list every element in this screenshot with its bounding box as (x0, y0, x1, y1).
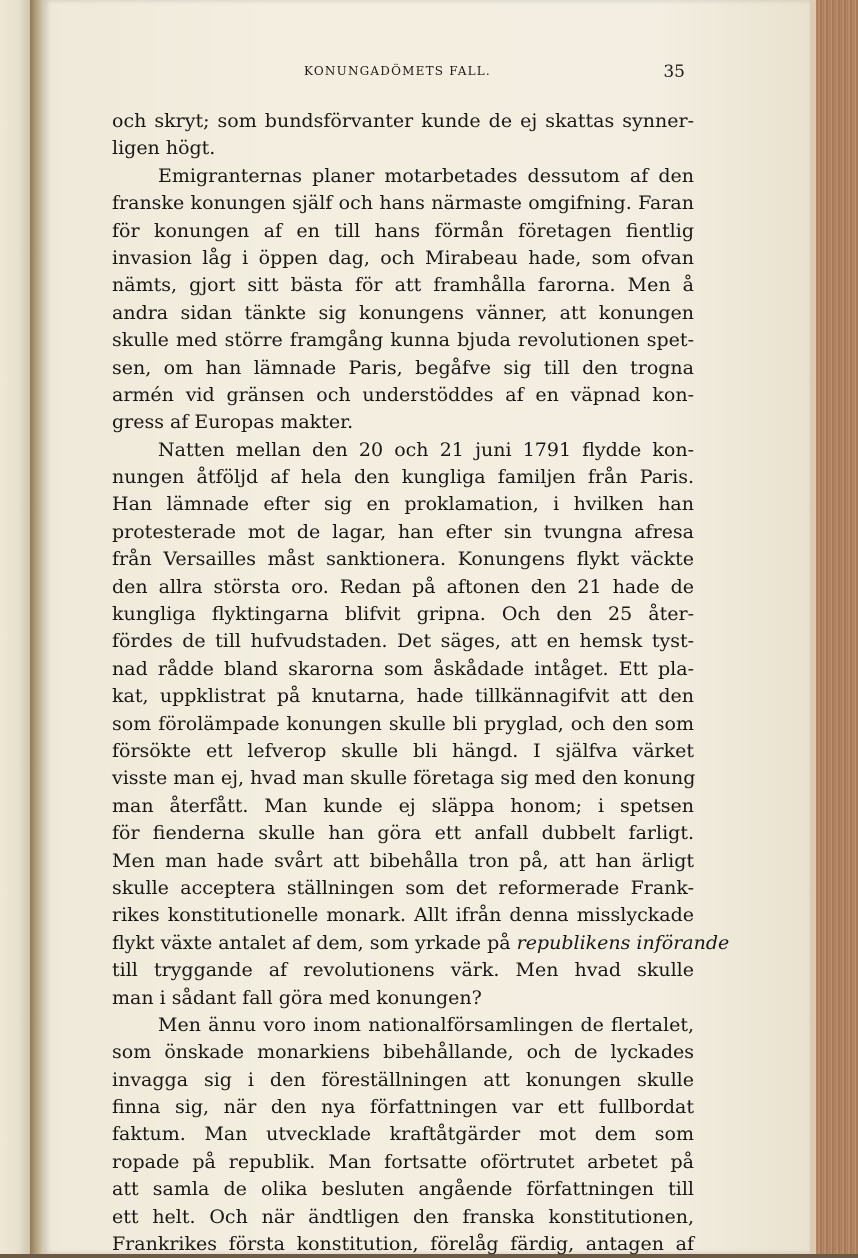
text-line: armén vid gränsen och understöddes af en väpnad kon- (112, 383, 694, 406)
text-line: ligen högt. (112, 137, 216, 160)
text-line: och skryt; som bundsförvanter kunde de ej skattas synner- (112, 110, 694, 132)
text-line: invagga sig i den föreställningen att konungen skulle (112, 1068, 694, 1091)
text-line: faktum. Man utvecklade kraftåtgärder mot dem som (112, 1123, 694, 1146)
text-line: gress af Europas makter. (112, 411, 354, 434)
text-line: för konungen af en till hans förmån företagen fientlig (112, 219, 694, 242)
text-line: Men ännu voro inom nationalförsamlingen de flertalet, (158, 1013, 694, 1036)
text-line: Han lämnade efter sig en proklamation, i hvilken han (112, 493, 694, 516)
text-line: för fienderna skulle han göra ett anfall dubbelt farligt. (112, 822, 694, 845)
text-line: man återfått. Man kunde ej släppa honom; i spetsen (112, 794, 694, 817)
text-line: att samla de olika besluten angående författningen till (112, 1178, 694, 1201)
running-title: KONUNGADÖMETS FALL. (304, 64, 491, 78)
text-line: fördes de till hufvudstaden. Det säges, att en hemsk tyst- (112, 630, 694, 653)
text-line: från Versailles måst sanktionera. Konungens flykt väckte (112, 548, 694, 571)
running-head (110, 64, 685, 86)
text-line: finna sig, när den nya författningen var ett fullbordat (112, 1096, 694, 1119)
text-line: sen, om han lämnade Paris, begåfve sig till den trogna (112, 356, 694, 379)
text-line-with-italic (112, 930, 730, 957)
text-line: som förolämpade konungen skulle bli pryglad, och den som (112, 712, 694, 735)
text-line: nämts, gjort sitt bästa för att framhålla farorna. Men å (112, 274, 694, 297)
italic-text: republikens införande (516, 931, 730, 954)
text-line: Frankrikes första konstitution, förelåg färdig, antagen af (112, 1233, 694, 1256)
text-line: kungliga flyktingarna blifvit gripna. Och den 25 åter- (112, 603, 694, 626)
text-segment: flykt växte antalet af dem, som yrkade på (112, 931, 517, 954)
text-line: skulle med större framgång kunna bjuda revolutionen spet- (112, 329, 694, 352)
text-line: den allra största oro. Redan på aftonen den 21 hade de (112, 575, 694, 598)
text-line: Natten mellan den 20 och 21 juni 1791 flydde kon- (158, 438, 694, 461)
text-line: kat, uppklistrat på knutarna, hade tillkännagifvit att den (112, 685, 694, 708)
text-line: försökte ett lefverop skulle bli hängd. I själfva värket (112, 739, 694, 762)
text-line: skulle acceptera ställningen som det reformerade Frank- (112, 876, 694, 899)
body-text (112, 108, 730, 1258)
page-fore-edge (810, 0, 858, 1254)
text-line: visste man ej, hvad man skulle företaga sig med den konung (112, 767, 696, 790)
text-line: man i sådant fall göra med konungen? (112, 986, 482, 1009)
text-line: nad rådde bland skarorna som åskådade intåget. Ett pla- (112, 657, 694, 680)
text-line: till tryggande af revolutionens värk. Men hvad skulle (112, 959, 694, 982)
text-line: ropade på republik. Man fortsatte oförtrutet arbetet på (112, 1150, 694, 1173)
text-line: som önskade monarkiens bibehållande, och de lyckades (112, 1041, 694, 1064)
text-line: Men man hade svårt att bibehålla tron på, att han ärligt (112, 849, 694, 872)
text-line: andra sidan tänkte sig konungens vänner, att konungen (112, 301, 694, 324)
text-line: franske konungen själf och hans närmaste omgifning. Faran (112, 192, 694, 215)
text-line: ett helt. Och när ändtligen den franska konstitutionen, (112, 1205, 694, 1228)
text-line: rikes konstitutionelle monark. Allt ifrån denna misslyckade (112, 904, 694, 927)
book-gutter (30, 0, 44, 1254)
page-number: 35 (663, 62, 685, 82)
text-line: invasion låg i öppen dag, och Mirabeau hade, som ofvan (112, 246, 694, 269)
text-line: protesterade mot de lagar, han efter sin tvungna afresa (112, 520, 694, 543)
left-page-edge (0, 0, 30, 1254)
text-line: Emigranternas planer motarbetades dessutom af den (158, 164, 694, 187)
text-line: nungen åtföljd af hela den kungliga familjen från Paris. (112, 466, 694, 489)
